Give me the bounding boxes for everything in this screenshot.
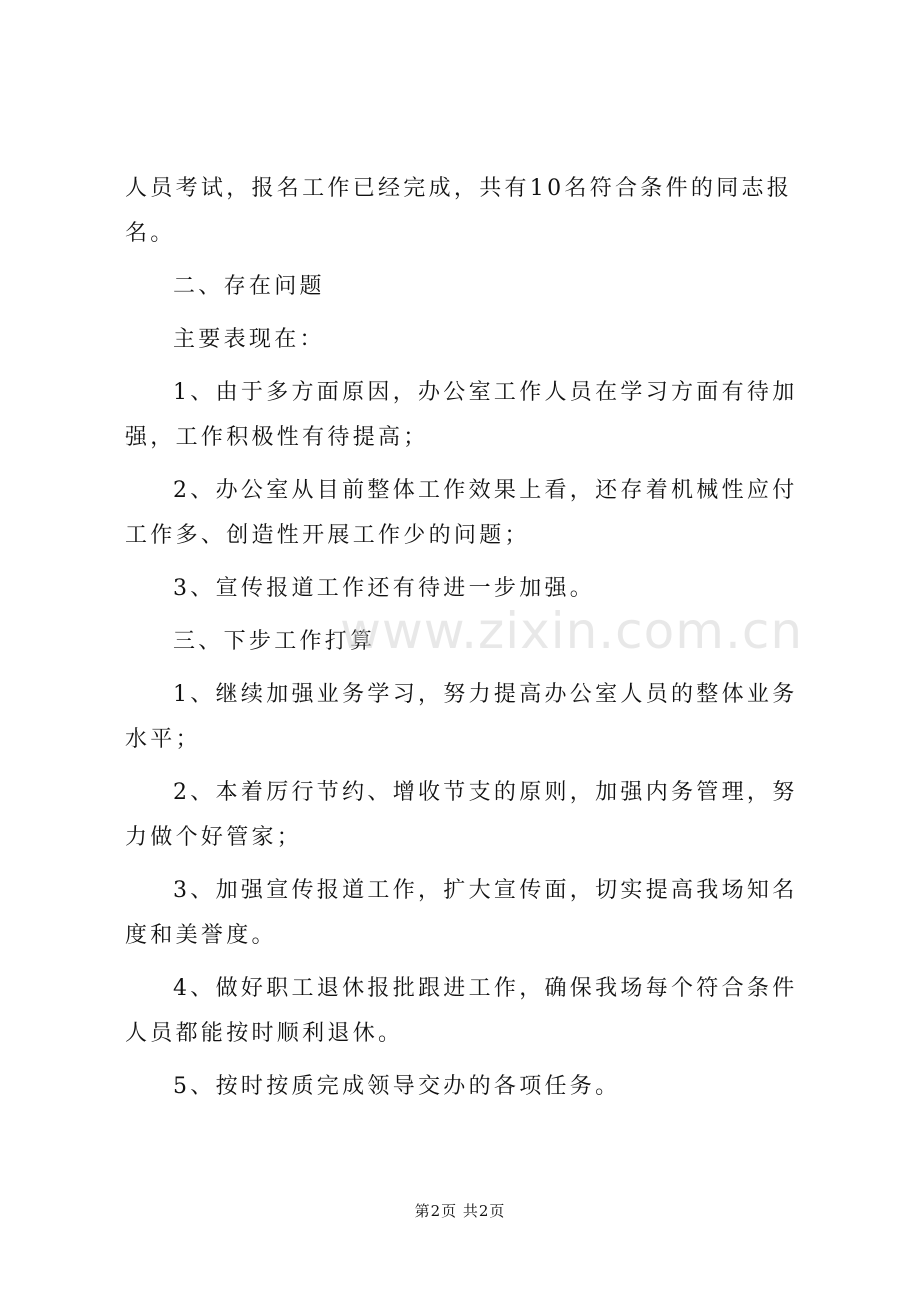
problem-item-1: 1、由于多方面原因，办公室工作人员在学习方面有待加强，工作积极性有待提高； (125, 380, 798, 450)
problem-item-2: 2、办公室从目前整体工作效果上看，还存着机械性应付工作多、创造性开展工作少的问题； (125, 478, 798, 548)
watermark: www.zixin.com.cn (340, 602, 804, 660)
plan-item-4: 4、做好职工退休报批跟进工作，确保我场每个符合条件人员都能按时顺利退休。 (125, 976, 798, 1046)
document-body (125, 166, 815, 1117)
plan-item-5: 5、按时按质完成领导交办的各项任务。 (173, 1074, 621, 1099)
plan-item-2: 2、本着厉行节约、增收节支的原则，加强内务管理，努力做个好管家； (125, 780, 798, 850)
problem-item-3: 3、宣传报道工作还有待进一步加强。 (173, 576, 596, 601)
plan-item-1: 1、继续加强业务学习，努力提高办公室人员的整体业务水平； (125, 682, 798, 752)
plan-item-3: 3、加强宣传报道工作，扩大宣传面，切实提高我场知名度和美誉度。 (125, 878, 798, 948)
section-heading-problems: 二、存在问题 (173, 274, 325, 299)
page-number-footer: 第2页 共2页 (414, 1202, 506, 1220)
paragraph-continuation: 人员考试，报名工作已经完成，共有10名符合条件的同志报名。 (125, 176, 793, 246)
section-heading-plans: 三、下步工作打算 (173, 629, 376, 654)
paragraph-intro: 主要表现在： (173, 327, 325, 352)
